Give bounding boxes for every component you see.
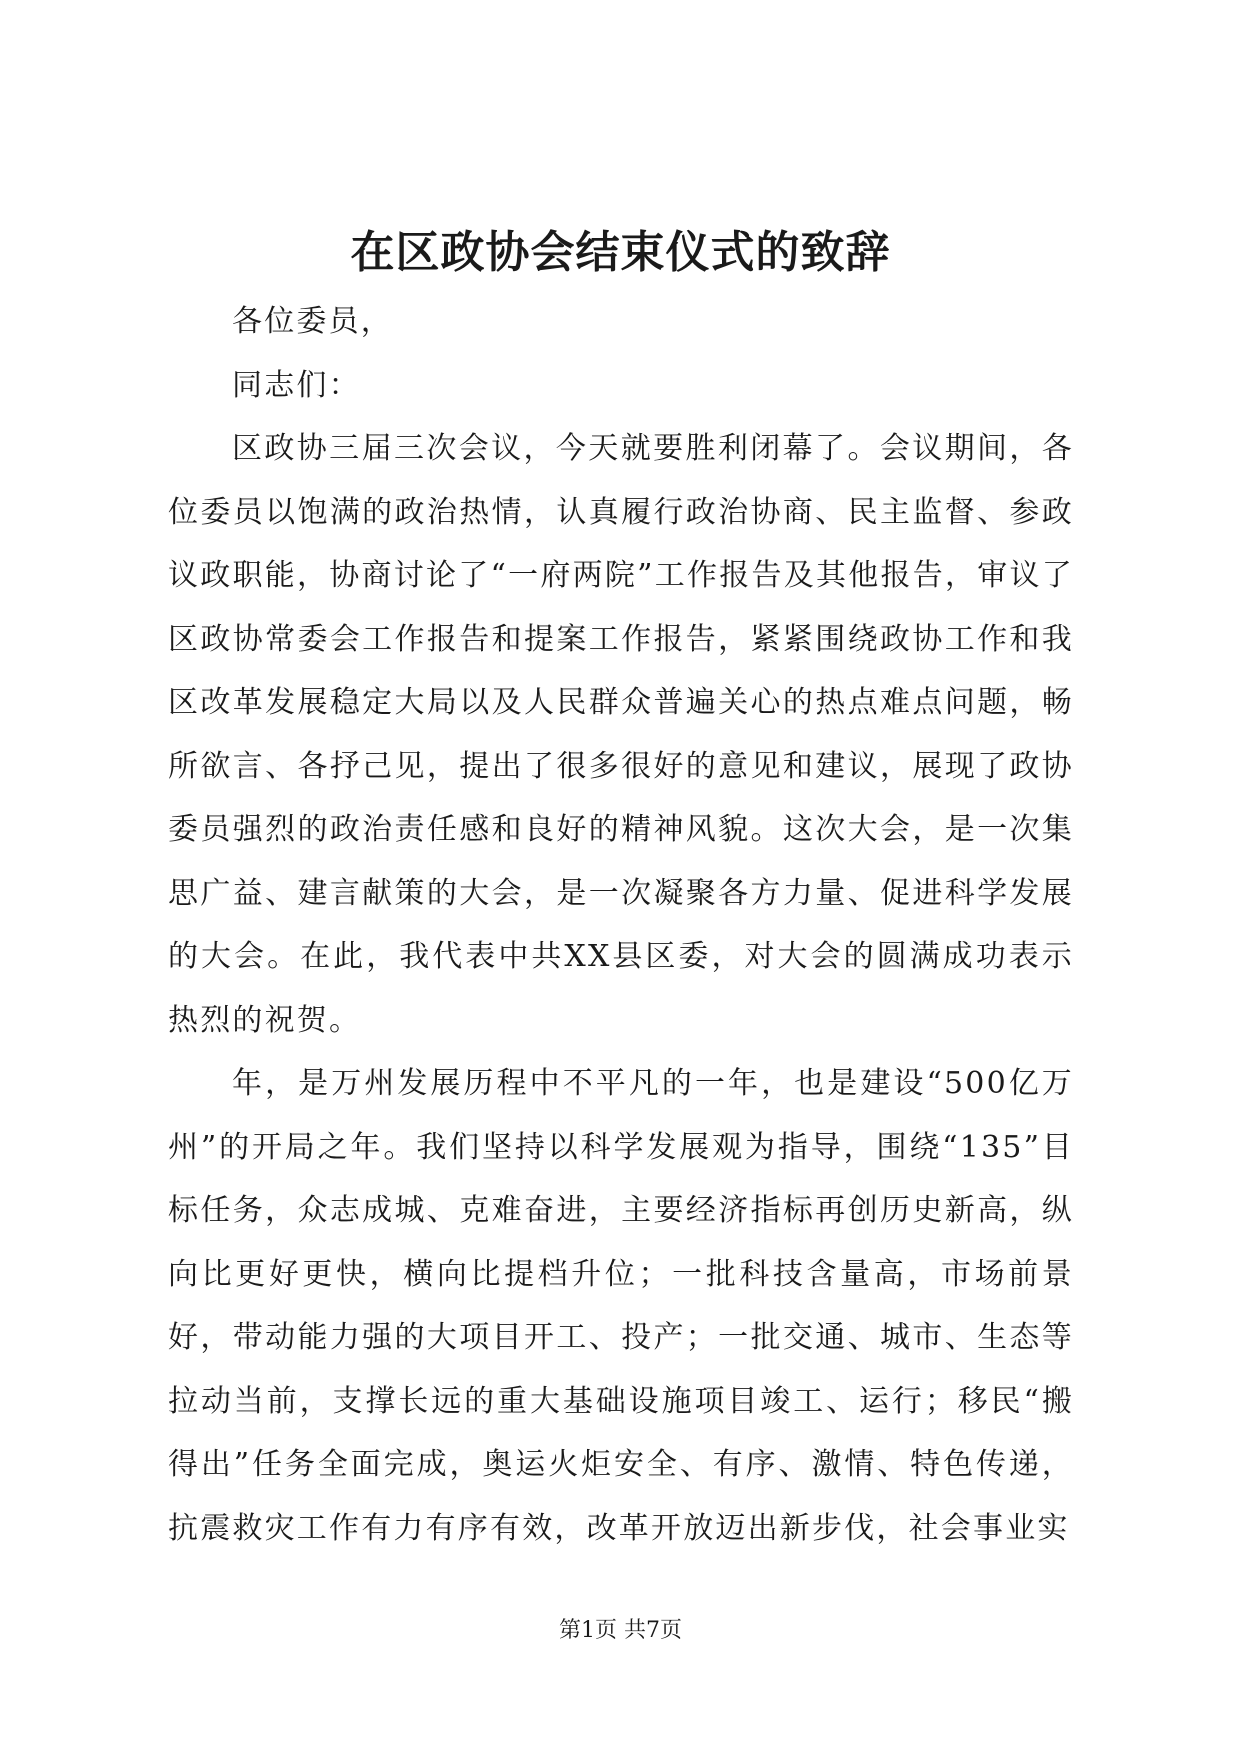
document-body (168, 290, 1074, 1560)
page-number-indicator: 第1页 共7页 (559, 1618, 682, 1643)
page-footer (0, 1616, 1241, 1646)
body-paragraph: 年，是万州发展历程中不平凡的一年，也是建设“500亿万州”的开局之年。我们坚持以科学发展观为指导，围绕“135”目标任务，众志成城、克难奋进，主要经济指标再创历史新高，纵向比更好更快，横向比提档升位；一批科技含量高，市场前景好，带动能力强的大项目开工、投产；一批交通、城市、生态等拉动当前，支撑长远的重大基础设施项目竣工、运行；移民“搬得出”任务全面完成，奥运火炬安全、有序、激情、特色传递，抗震救灾工作有力有序有效，改革开放迈出新步伐，社会事业实 (168, 1066, 1074, 1546)
body-paragraph: 区政协三届三次会议，今天就要胜利闭幕了。会议期间，各位委员以饱满的政治热情，认真履行政治协商、民主监督、参政议政职能，协商讨论了“一府两院”工作报告及其他报告，审议了区政协常委会工作报告和提案工作报告，紧紧围绕政协工作和我区改革发展稳定大局以及人民群众普遍关心的热点难点问题，畅所欲言、各抒己见，提出了很多很好的意见和建议，展现了政协委员强烈的政治责任感和良好的精神风貌。这次大会，是一次集思广益、建言献策的大会，是一次凝聚各方力量、促进科学发展的大会。在此，我代表中共XX县区委，对大会的圆满成功表示热烈的祝贺。 (168, 431, 1074, 1038)
document-title: 在区政协会结束仪式的致辞 (350, 227, 891, 278)
salutation-line: 同志们： (232, 367, 361, 403)
salutation-line: 各位委员， (232, 304, 393, 339)
